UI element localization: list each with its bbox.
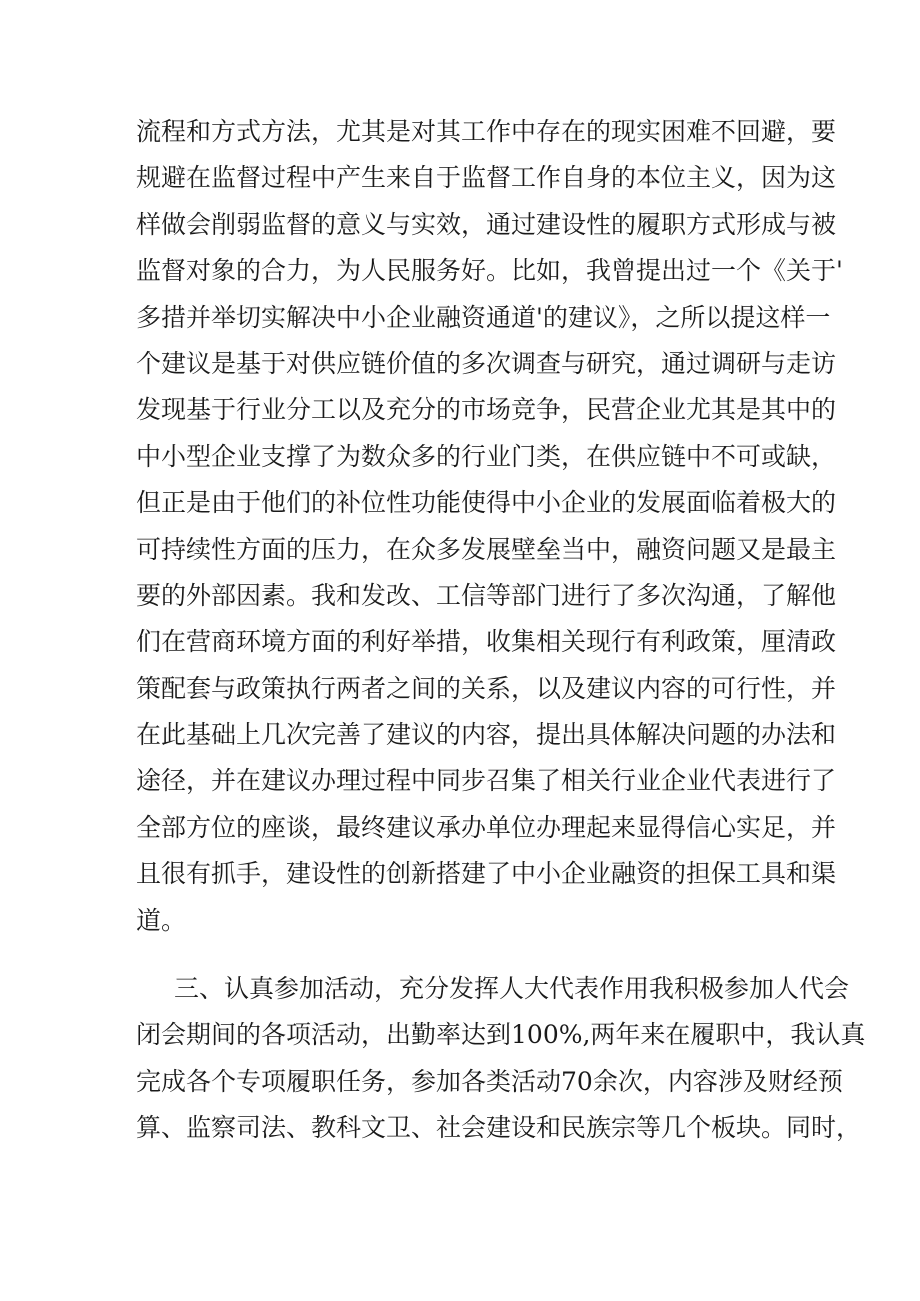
text-line: 多措并举切实解决中小企业融资通道'的建议》，之所以提这样一 [136,302,831,332]
text-line: 们在营商环境方面的利好举措，收集相关现行有利政策，厘清政 [136,627,837,657]
paragraph-spacer [136,944,796,966]
text-line: 规避在监督过程中产生来自于监督工作自身的本位主义，因为这 [136,163,837,193]
text-line: 流程和方式方法，尤其是对其工作中存在的现实困难不回避，要 [136,117,837,146]
text-line: 中小型企业支撑了为数众多的行业门类，在供应链中不可或缺， [136,441,837,471]
text-line: 算、监察司法、教科文卫、社会建设和民族宗等几个板块。同时， [136,1113,862,1143]
text-line: 途径，并在建议办理过程中同步召集了相关行业企业代表进行了 [136,766,837,796]
text-line: 发现基于行业分工以及充分的市场竞争，民营企业尤其是其中的 [136,395,837,425]
text-line: 但正是由于他们的补位性功能使得中小企业的发展面临着极大的 [136,488,837,518]
text-line: 闭会期间的各项活动，出勤率达到100%,两年来在履职中，我认真 [136,1020,866,1050]
text-line: 个建议是基于对供应链价值的多次调查与研究，通过调研与走访 [136,348,837,378]
paragraph-1 [136,109,843,944]
text-line: 样做会削弱监督的意义与实效，通过建设性的履职方式形成与被 [136,209,837,239]
text-line: 在此基础上几次完善了建议的内容，提出具体解决问题的办法和 [136,720,837,750]
text-line: 策配套与政策执行两者之间的关系，以及建议内容的可行性，并 [136,673,837,703]
text-line: 且很有抓手，建设性的创新搭建了中小企业融资的担保工具和渠 [136,859,837,889]
text-line: 完成各个专项履职任务，参加各类活动70余次，内容涉及财经预 [136,1066,843,1096]
text-line: 监督对象的合力，为人民服务好。比如，我曾提出过一个《关于' [136,256,843,286]
text-line: 全部方位的座谈，最终建议承办单位办理起来显得信心实足，并 [136,812,837,842]
text-line: 可持续性方面的压力，在众多发展壁垒当中，融资问题又是最主 [136,534,837,564]
text-line: 要的外部因素。我和发改、工信等部门进行了多次沟通，了解他 [136,580,837,610]
paragraph-2 [136,966,866,1152]
text-line: 三、认真参加活动，充分发挥人大代表作用我积极参加人代会 [174,974,850,1004]
body-text [136,109,866,1152]
text-line: 道。 [136,905,187,935]
